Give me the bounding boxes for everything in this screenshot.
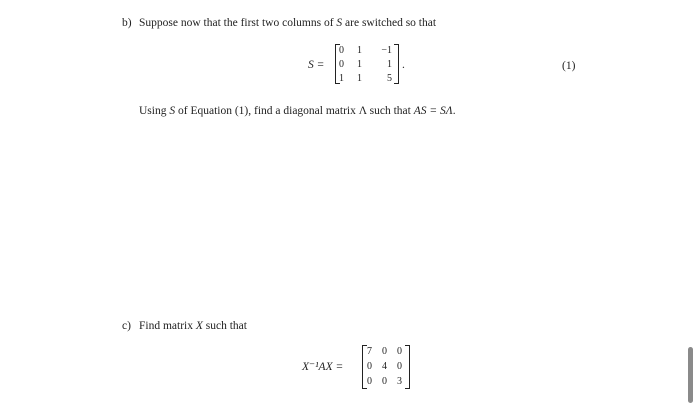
part-c-intro-text: Find matrix: [139, 320, 196, 332]
matrix-s-cell: 0: [339, 45, 344, 56]
part-c-intro-var: X: [195, 320, 203, 332]
matrix-s-cell: −1: [381, 45, 392, 56]
matrix-s-cell: 1: [357, 59, 362, 70]
matrix-x-cell: 0: [367, 361, 372, 372]
matrix-x-cell: 0: [382, 376, 387, 387]
part-b-intro-post: are switched so that: [342, 17, 437, 29]
part-b-question-pre: Using: [139, 105, 170, 117]
matrix-s-cell: 1: [339, 73, 344, 84]
matrix-s-cell: 1: [387, 59, 392, 70]
matrix-x-cell: 4: [382, 361, 387, 372]
part-b-lhs: S =: [308, 59, 325, 71]
matrix-s-cell: 0: [339, 59, 344, 70]
matrix-x-cell: 0: [367, 376, 372, 387]
matrix-s-cell: 1: [357, 73, 362, 84]
matrix-x-cell: 7: [367, 346, 372, 357]
part-c-label: c): [122, 320, 131, 332]
part-b-question-mid: of Equation (1), find a diagonal matrix Λ such that: [175, 105, 414, 117]
matrix-x-cell: 0: [397, 346, 402, 357]
matrix-x-cell: 0: [397, 361, 402, 372]
equation-number: (1): [562, 60, 576, 72]
part-b-label: b): [122, 17, 132, 29]
matrix-x-cell: 3: [397, 376, 402, 387]
matrix-x-cell: 0: [382, 346, 387, 357]
matrix-s-cell: 5: [387, 73, 392, 84]
part-c-intro-post: such that: [202, 320, 247, 332]
part-b-question-equation: AS = SΛ: [413, 105, 453, 117]
part-b-intro-var: S: [336, 17, 343, 29]
part-c-matrix-right-bracket: [405, 345, 410, 389]
matrix-s-cell: 1: [357, 45, 362, 56]
part-b-intro: [139, 18, 436, 30]
part-b-question: [139, 106, 456, 118]
part-c-intro: [139, 321, 247, 333]
vertical-scrollbar[interactable]: [688, 347, 693, 403]
part-c-lhs: X⁻¹AX =: [302, 361, 344, 373]
part-b-trailing-period: .: [402, 59, 405, 71]
part-b-intro-pre: Suppose now that the first two columns of: [139, 17, 337, 29]
part-b-question-end: .: [452, 105, 456, 117]
part-b-matrix-right-bracket: [394, 44, 399, 84]
part-b-question-var: S: [169, 105, 176, 117]
